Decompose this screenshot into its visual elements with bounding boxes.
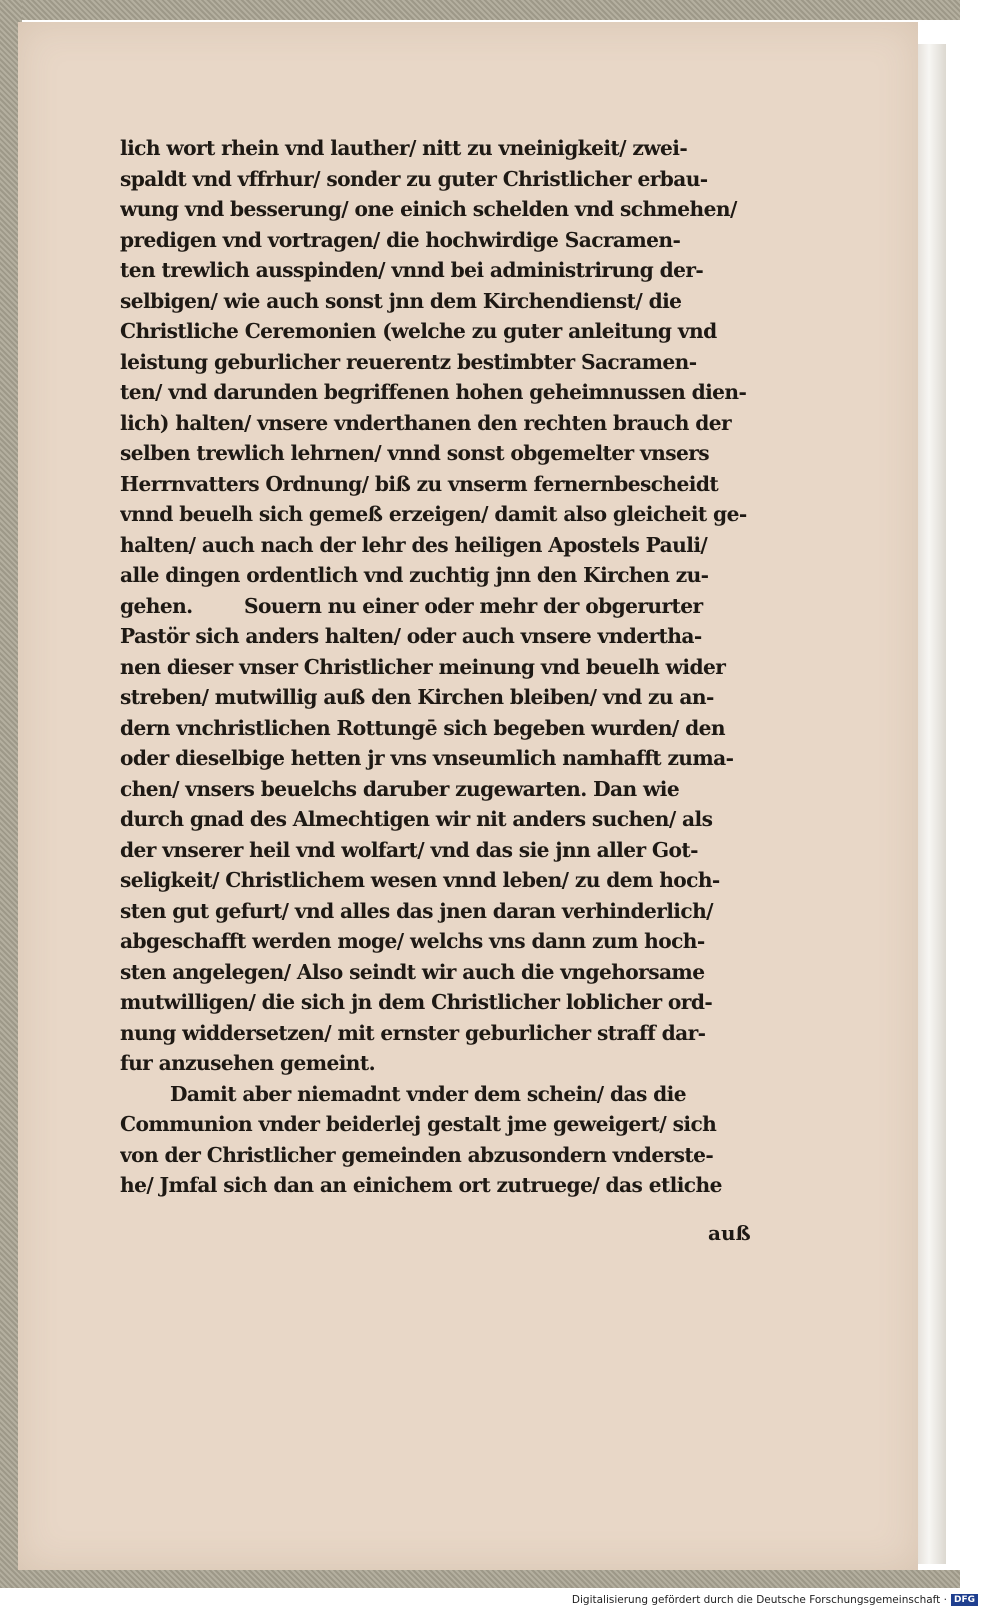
text-line: ten/ vnd darunden begriffenen hohen geheimnussen dien-	[120, 380, 747, 404]
text-line: von der Christlicher gemeinden abzusondern vnderste-	[120, 1142, 714, 1167]
text-line: spaldt vnd vffrhur/ sonder zu guter Christlicher erbau-	[120, 166, 708, 191]
text-line: nung widdersetzen/ mit ernster geburlicher straff dar-	[120, 1020, 706, 1045]
text-line: nen dieser vnser Christlicher meinung vnd beuelh wider	[120, 654, 726, 679]
text-line: sten gut gefurt/ vnd alles das jnen daran verhinderlich/	[120, 898, 713, 923]
catchword: auß	[708, 1221, 751, 1245]
text-line: Pastör sich anders halten/ oder auch vnsere vndertha-	[120, 624, 702, 648]
text-line: streben/ mutwillig auß den Kirchen bleiben/ vnd zu an-	[120, 685, 714, 709]
dfg-logo: DFG	[951, 1594, 978, 1606]
text-line: lich wort rhein vnd lauther/ nitt zu vneinigkeit/ zwei-	[120, 136, 688, 160]
digitization-footer	[572, 1594, 978, 1606]
text-line: leistung geburlicher reuerentz bestimbter Sacramen-	[120, 349, 697, 374]
text-line: fur anzusehen gemeint.	[120, 1051, 376, 1075]
text-line: durch gnad des Almechtigen wir nit anders suchen/ als	[120, 807, 713, 831]
text-line: Christliche Ceremonien (welche zu guter anleitung vnd	[120, 319, 717, 343]
text-line: Herrnvatters Ordnung/ biß zu vnserm fernernbescheidt	[120, 471, 719, 496]
text-line: dern vnchristlichen Rottungē sich begeben wurden/ den	[120, 715, 725, 740]
text-line: oder dieselbige hetten jr vns vnseumlich namhafft zuma-	[120, 746, 734, 770]
page-stack-edge	[918, 44, 946, 1564]
text-line: mutwilligen/ die sich jn dem Christlicher loblicher ord-	[120, 990, 713, 1014]
book-cover-bottom-edge	[0, 1570, 960, 1588]
text-line: wung vnd besserung/ one einich schelden vnd schmehen/	[120, 197, 737, 221]
text-line: predigen vnd vortragen/ die hochwirdige Sacramen-	[120, 227, 681, 252]
text-line: alle dingen ordentlich vnd zuchtig jnn den Kirchen zu-	[120, 563, 709, 587]
book-cover-top-edge	[0, 0, 960, 20]
text-line: gehen. Souern nu einer oder mehr der obgerurter	[120, 593, 703, 618]
text-line: vnnd beuelh sich gemeß erzeigen/ damit also gleicheit ge-	[120, 502, 747, 526]
text-line: lich) halten/ vnsere vnderthanen den rechten brauch der	[120, 410, 732, 435]
text-line: selbigen/ wie auch sonst jnn dem Kirchendienst/ die	[120, 288, 682, 313]
text-line: Damit aber niemadnt vnder dem schein/ das die	[170, 1081, 686, 1106]
text-line: abgeschafft werden moge/ welchs vns dann zum hoch-	[120, 929, 705, 953]
footer-credit: Digitalisierung gefördert durch die Deutsche Forschungsgemeinschaft ·	[571, 1594, 947, 1606]
text-line: sten angelegen/ Also seindt wir auch die vngehorsame	[120, 959, 705, 984]
text-line: ten trewlich ausspinden/ vnnd bei administrirung der-	[120, 258, 704, 282]
text-line: Communion vnder beiderlej gestalt jme geweigert/ sich	[120, 1112, 717, 1136]
text-line: selben trewlich lehrnen/ vnnd sonst obgemelter vnsers	[120, 441, 710, 465]
text-line: halten/ auch nach der lehr des heiligen Apostels Pauli/	[120, 532, 708, 557]
text-line: der vnserer heil vnd wolfart/ vnd das sie jnn aller Got-	[120, 837, 698, 862]
text-line: chen/ vnsers beuelchs daruber zugewarten. Dan wie	[120, 776, 680, 801]
text-line: he/ Jmfal sich dan an einichem ort zutruege/ das etliche	[120, 1173, 722, 1197]
text-line: seligkeit/ Christlichem wesen vnnd leben/ zu dem hoch-	[120, 868, 720, 892]
page-text	[120, 133, 772, 1201]
